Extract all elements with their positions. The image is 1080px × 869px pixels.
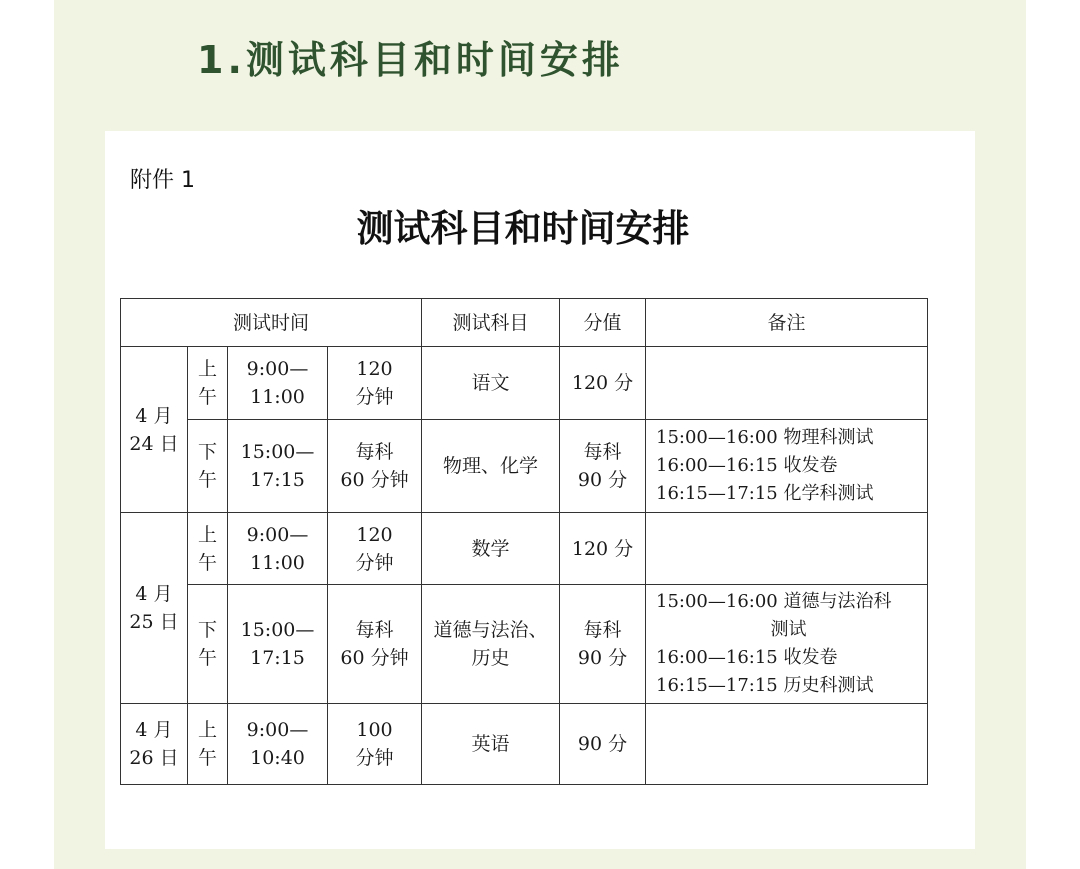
notes-cell <box>646 347 928 420</box>
subject-cell: 英语 <box>422 704 560 785</box>
table-row <box>121 704 928 785</box>
header-time: 测试时间 <box>121 299 422 347</box>
section-heading: 1.测试科目和时间安排 <box>197 38 624 82</box>
subject-cell: 数学 <box>422 513 560 585</box>
notes-cell: 15:00—16:00 道德与法治科 测试 16:00—16:15 收发卷 16:15—17:15 历史科测试 <box>646 585 928 704</box>
attachment-label: 附件 1 <box>130 168 195 193</box>
score-cell: 每科 90 分 <box>560 420 646 513</box>
time-range-cell: 9:00— 10:40 <box>228 704 328 785</box>
date-cell: 4 月 25 日 <box>121 513 188 704</box>
table-row <box>121 347 928 420</box>
header-subject: 测试科目 <box>422 299 560 347</box>
notes-cell <box>646 704 928 785</box>
notes-cell: 15:00—16:00 物理科测试 16:00—16:15 收发卷 16:15—17:15 化学科测试 <box>646 420 928 513</box>
time-range-cell: 15:00— 17:15 <box>228 420 328 513</box>
header-score: 分值 <box>560 299 646 347</box>
score-cell: 90 分 <box>560 704 646 785</box>
period-cell: 上 午 <box>188 347 228 420</box>
date-cell: 4 月 24 日 <box>121 347 188 513</box>
duration-cell: 120 分钟 <box>328 347 422 420</box>
subject-cell: 物理、化学 <box>422 420 560 513</box>
table-header-row <box>121 299 928 347</box>
notes-cell <box>646 513 928 585</box>
table-row <box>121 513 928 585</box>
schedule-table <box>120 298 928 785</box>
duration-cell: 每科 60 分钟 <box>328 420 422 513</box>
period-cell: 下 午 <box>188 420 228 513</box>
header-notes: 备注 <box>646 299 928 347</box>
period-cell: 下 午 <box>188 585 228 704</box>
date-cell: 4 月 26 日 <box>121 704 188 785</box>
table-row <box>121 420 928 513</box>
time-range-cell: 9:00— 11:00 <box>228 347 328 420</box>
duration-cell: 120 分钟 <box>328 513 422 585</box>
duration-cell: 100 分钟 <box>328 704 422 785</box>
period-cell: 上 午 <box>188 704 228 785</box>
time-range-cell: 15:00— 17:15 <box>228 585 328 704</box>
table-row <box>121 585 928 704</box>
period-cell: 上 午 <box>188 513 228 585</box>
score-cell: 120 分 <box>560 347 646 420</box>
subject-cell: 语文 <box>422 347 560 420</box>
time-range-cell: 9:00— 11:00 <box>228 513 328 585</box>
score-cell: 每科 90 分 <box>560 585 646 704</box>
document-title: 测试科目和时间安排 <box>356 206 690 250</box>
score-cell: 120 分 <box>560 513 646 585</box>
subject-cell: 道德与法治、 历史 <box>422 585 560 704</box>
duration-cell: 每科 60 分钟 <box>328 585 422 704</box>
